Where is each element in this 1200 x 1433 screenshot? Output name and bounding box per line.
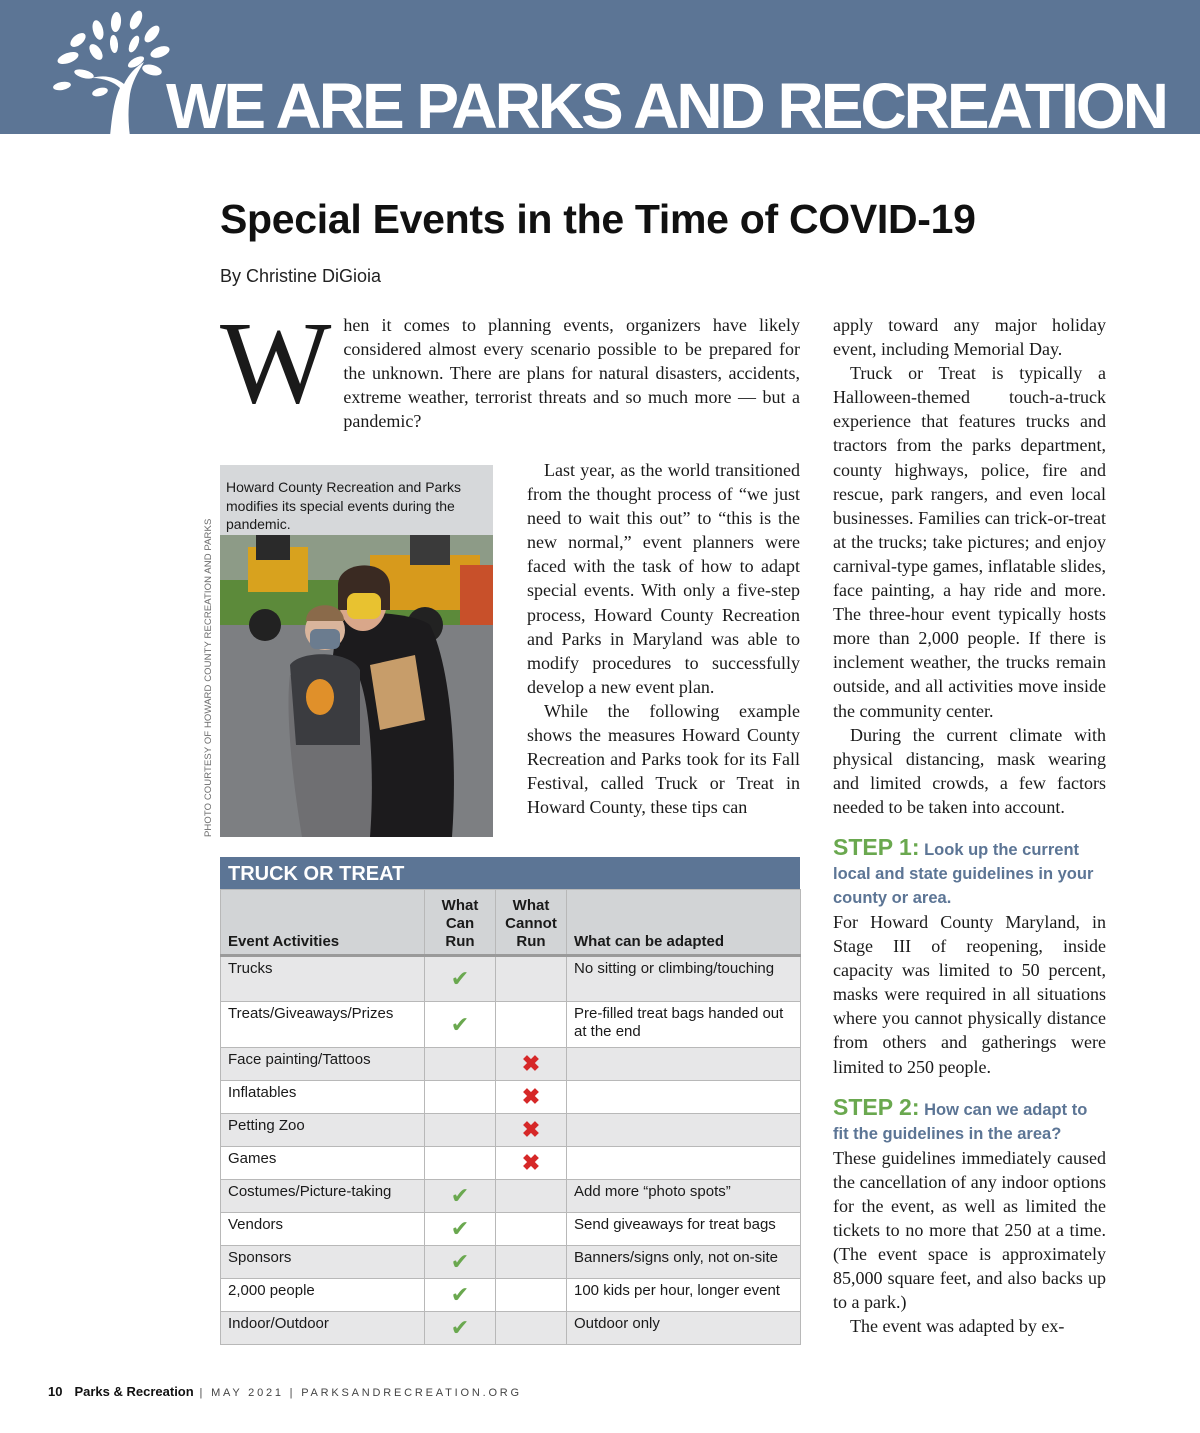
cross-icon: ✖	[521, 1117, 541, 1142]
table-row	[221, 956, 801, 1002]
cross-icon: ✖	[521, 1150, 541, 1175]
body-paragraph: While the following example shows the measures Howard County Recreation and Parks took for its Fall Festival, called Truck or Treat in Howard County, these tips can	[527, 700, 800, 818]
cannot-run-cell	[496, 1048, 567, 1081]
page-footer	[48, 1384, 522, 1399]
can-run-cell	[425, 1114, 496, 1147]
activity-cell: Vendors	[221, 1213, 425, 1246]
adapted-cell	[567, 1048, 801, 1081]
table-row	[221, 1180, 801, 1213]
can-run-cell	[425, 1002, 496, 1048]
cannot-run-cell	[496, 1002, 567, 1048]
column-header-cannot-run: What Cannot Run	[496, 890, 567, 956]
activity-cell: 2,000 people	[221, 1279, 425, 1312]
table-row	[221, 1246, 801, 1279]
cross-icon: ✖	[521, 1084, 541, 1109]
checkmark-icon: ✔	[450, 1183, 470, 1208]
table-row	[221, 1048, 801, 1081]
page-number: 10	[48, 1384, 63, 1399]
magazine-name: Parks & Recreation	[74, 1384, 194, 1399]
adapted-cell: Add more “photo spots”	[567, 1180, 801, 1213]
body-paragraph: apply toward any major holiday event, including Memorial Day.	[833, 315, 1106, 360]
cannot-run-cell	[496, 1081, 567, 1114]
activity-cell: Face painting/Tattoos	[221, 1048, 425, 1081]
middle-column	[527, 458, 800, 819]
can-run-cell	[425, 956, 496, 1002]
table-row	[221, 1114, 801, 1147]
column-header-can-run: What Can Run	[425, 890, 496, 956]
table-row	[221, 1081, 801, 1114]
adapted-cell: Pre-filled treat bags handed out at the end	[567, 1002, 801, 1048]
body-paragraph: These guidelines immediately caused the cancellation of any indoor options for the event, as well as limited the tickets to no more that 250 at a time. (The event space is approximately 85,000 square feet, and also backs up to a park.)	[833, 1147, 1106, 1313]
intro-text: hen it comes to planning events, organizers have likely considered almost every scenario possible to be prepared for the unknown. There are plans for natural disasters, accidents, extreme weather, terrorist threats and so much more — but a pandemic?	[343, 315, 800, 432]
checkmark-icon: ✔	[450, 1216, 470, 1241]
step-2-heading	[833, 1095, 1106, 1146]
adapted-cell: Send giveaways for treat bags	[567, 1213, 801, 1246]
cannot-run-cell	[496, 1147, 567, 1180]
can-run-cell	[425, 1081, 496, 1114]
activity-cell: Games	[221, 1147, 425, 1180]
step-1-title: Look up the current local and state guidelines in your county or area.	[833, 840, 1094, 907]
checkmark-icon: ✔	[450, 1282, 470, 1307]
intro-paragraph	[220, 297, 800, 433]
activity-cell: Indoor/Outdoor	[221, 1312, 425, 1345]
table-row	[221, 1312, 801, 1345]
activity-cell: Costumes/Picture-taking	[221, 1180, 425, 1213]
activity-cell: Sponsors	[221, 1246, 425, 1279]
cannot-run-cell	[496, 1246, 567, 1279]
step-2-title: How can we adapt to fit the guidelines in the area?	[833, 1100, 1088, 1143]
drop-cap: W	[220, 297, 332, 428]
step-1-heading	[833, 835, 1106, 910]
body-paragraph: Last year, as the world transitioned from the thought process of “we just need to wait this out” to “this is the new normal,” event planners were faced with the task of how to adapt special events. With only a five-step process, Howard County Recreation and Parks in Maryland was able to modify procedures to successfully develop a new event plan.	[527, 460, 800, 697]
activity-cell: Inflatables	[221, 1081, 425, 1114]
tree-logo-icon	[48, 8, 178, 134]
activity-cell: Trucks	[221, 956, 425, 1002]
table-row	[221, 1279, 801, 1312]
footer-issue-info: | MAY 2021 | PARKSANDRECREATION.ORG	[193, 1387, 522, 1399]
can-run-cell	[425, 1279, 496, 1312]
checkmark-icon: ✔	[450, 1249, 470, 1274]
cannot-run-cell	[496, 1114, 567, 1147]
step-1-label: STEP 1:	[833, 833, 920, 860]
column-header-activities: Event Activities	[221, 890, 425, 956]
checkmark-icon: ✔	[450, 1315, 470, 1340]
can-run-cell	[425, 1246, 496, 1279]
table-title: TRUCK OR TREAT	[220, 857, 800, 889]
activity-cell: Petting Zoo	[221, 1114, 425, 1147]
event-photo	[220, 465, 493, 837]
cannot-run-cell	[496, 956, 567, 1002]
body-paragraph: For Howard County Maryland, in Stage III of reopening, inside capacity was limited to 50 percent, masks were required in all situations where you cannot physically distance from others and gatherings were limited to 250 people.	[833, 911, 1106, 1077]
body-paragraph: During the current climate with physical distancing, mask wearing and limited crowds, a few factors needed to be taken into account.	[833, 724, 1106, 817]
cannot-run-cell	[496, 1213, 567, 1246]
byline: By Christine DiGioia	[220, 266, 382, 286]
truck-or-treat-table	[220, 857, 800, 1345]
activities-table	[220, 889, 801, 1345]
adapted-cell	[567, 1081, 801, 1114]
body-paragraph: Truck or Treat is typically a Halloween-themed touch-a-truck experience that features trucks and tractors from the parks department, county highways, police, fire and rescue, park rangers, and even local businesses. Families can trick-or-treat at the trucks; take pictures; and enjoy carnival-type games, inflatable slides, face painting, a hay ride and more. The three-hour event typically hosts more than 2,000 people. If there is inclement weather, the trucks remain outside, and all activities move inside the community center.	[833, 363, 1106, 721]
step-2-label: STEP 2:	[833, 1093, 920, 1120]
checkmark-icon: ✔	[450, 966, 470, 991]
cross-icon: ✖	[521, 1051, 541, 1076]
activity-cell: Treats/Giveaways/Prizes	[221, 1002, 425, 1048]
table-row	[221, 1002, 801, 1048]
can-run-cell	[425, 1147, 496, 1180]
article-title: Special Events in the Time of COVID-19	[220, 196, 976, 242]
body-paragraph: The event was adapted by ex-	[850, 1316, 1065, 1337]
cannot-run-cell	[496, 1180, 567, 1213]
table-row	[221, 1213, 801, 1246]
table-row	[221, 1147, 801, 1180]
can-run-cell	[425, 1048, 496, 1081]
can-run-cell	[425, 1180, 496, 1213]
adapted-cell	[567, 1147, 801, 1180]
banner-title: WE ARE PARKS AND RECREATION	[166, 70, 1166, 134]
cannot-run-cell	[496, 1279, 567, 1312]
can-run-cell	[425, 1312, 496, 1345]
adapted-cell: 100 kids per hour, longer event	[567, 1279, 801, 1312]
right-column	[833, 313, 1106, 1338]
photo-credit: PHOTO COURTESY OF HOWARD COUNTY RECREATION AND PARKS	[203, 518, 214, 837]
cannot-run-cell	[496, 1312, 567, 1345]
column-header-adapted: What can be adapted	[567, 890, 801, 956]
checkmark-icon: ✔	[450, 1011, 470, 1037]
adapted-cell: Banners/signs only, not on-site	[567, 1246, 801, 1279]
masthead-banner	[0, 0, 1200, 134]
adapted-cell	[567, 1114, 801, 1147]
can-run-cell	[425, 1213, 496, 1246]
adapted-cell: No sitting or climbing/touching	[567, 956, 801, 1002]
adapted-cell: Outdoor only	[567, 1312, 801, 1345]
photo-caption: Howard County Recreation and Parks modifies its special events during the pandemic.	[226, 479, 462, 532]
